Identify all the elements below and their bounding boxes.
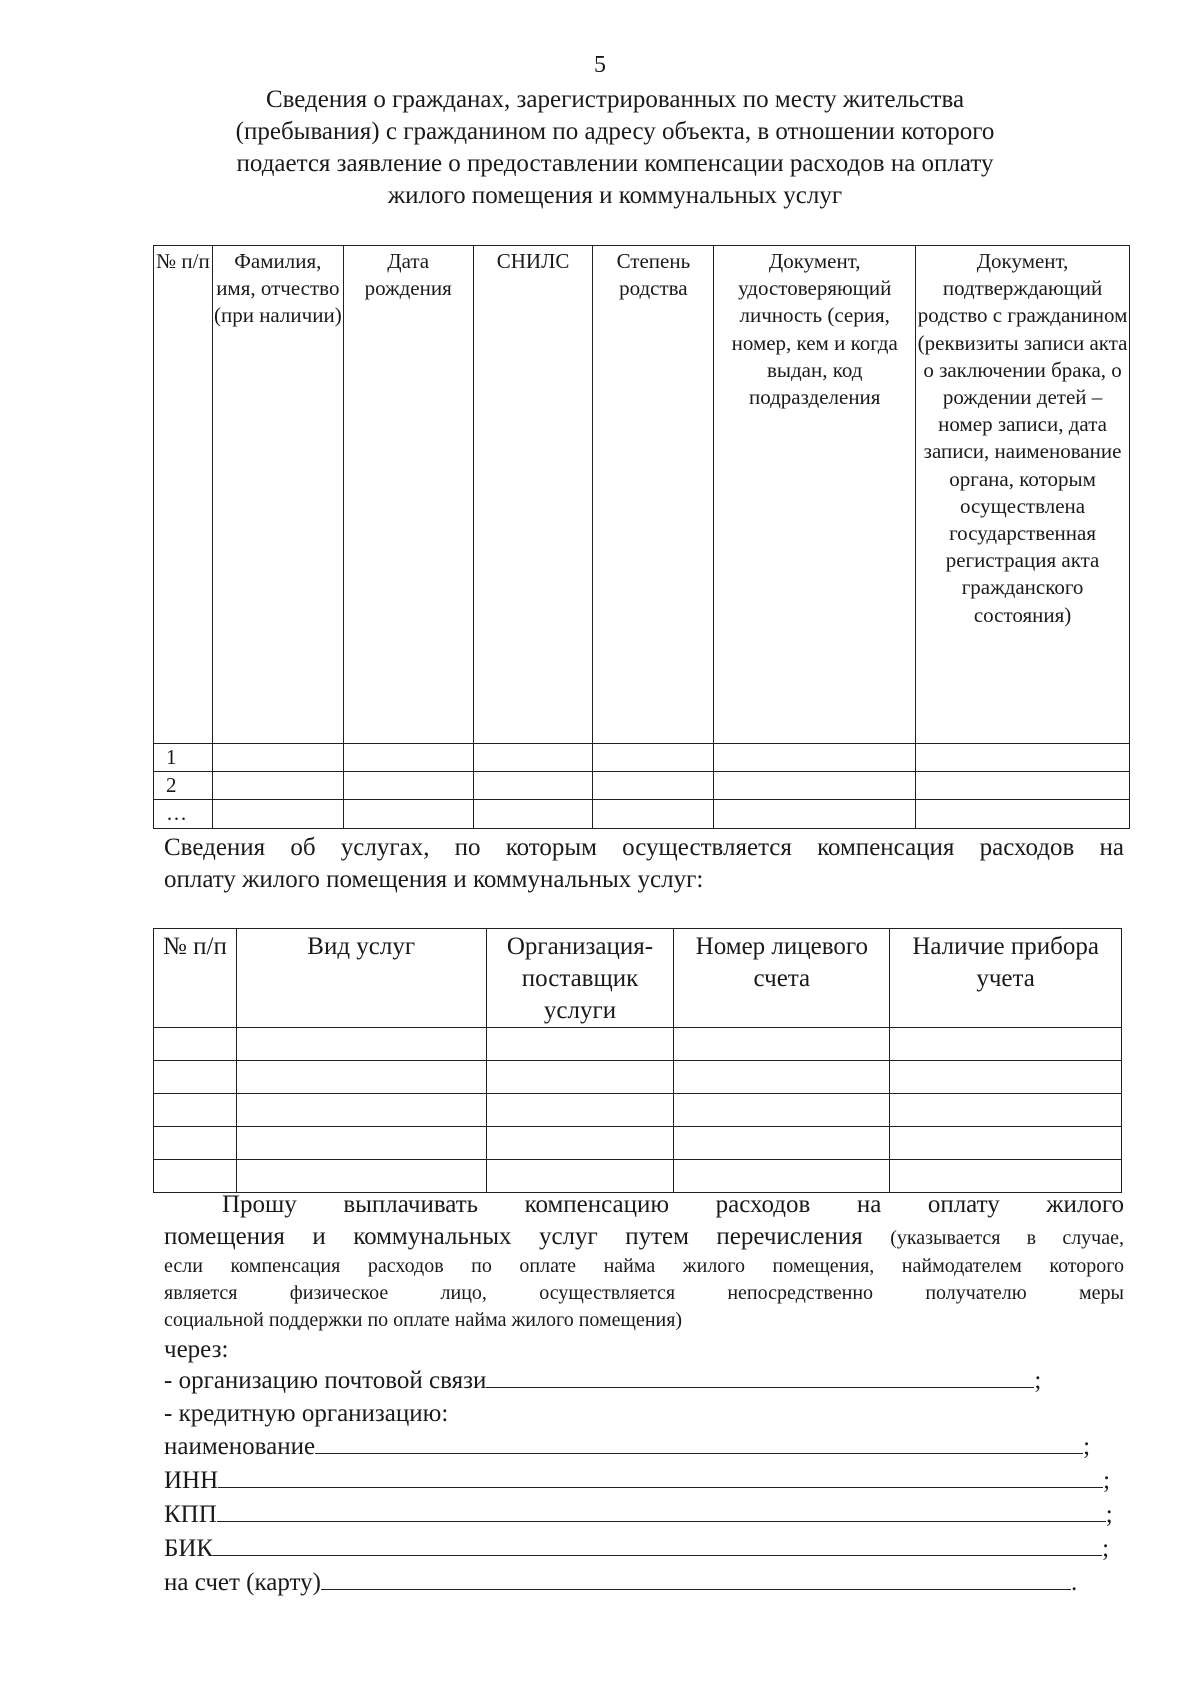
table-cell[interactable]: [236, 1160, 486, 1193]
services-table: [153, 928, 1122, 1193]
table-cell[interactable]: [674, 1127, 890, 1160]
payment-note-line: если компенсация расходов по оплате найма жилого помещения, наймодателем которого: [164, 1255, 1124, 1277]
column-header: Документ, подтверждающий родство с гражданином (реквизиты записи акта о заключении брака, о рождении детей – номер записи, дата записи, наименование органа, которым осуществлена государственная регистрация акта гражданского состояния): [916, 246, 1130, 744]
title-line: подается заявление о предоставлении компенсации расходов на оплату: [236, 150, 994, 177]
bik-label: БИК: [164, 1535, 214, 1562]
table-cell[interactable]: [593, 744, 714, 772]
row-number: 2: [154, 772, 213, 800]
table-row: [154, 1094, 1122, 1127]
table-header-row: [154, 929, 1122, 1028]
payment-note: (указывается в случае,: [890, 1227, 1124, 1249]
punctuation: ;: [1103, 1467, 1111, 1494]
table-cell[interactable]: [236, 1028, 486, 1061]
column-header: Номер лицевого счета: [674, 929, 890, 1028]
table-cell[interactable]: [212, 744, 343, 772]
payment-note-line: является физическое лицо, осуществляется непосредственно получателю меры: [164, 1282, 1124, 1304]
services-intro-line: оплату жилого помещения и коммунальных услуг:: [164, 866, 704, 893]
table-cell[interactable]: [890, 1028, 1122, 1061]
payment-note-line: социальной поддержки по оплате найма жилого помещения): [164, 1309, 683, 1331]
bank-name-row: [164, 1431, 1090, 1463]
table-cell[interactable]: [674, 1028, 890, 1061]
table-row: [154, 800, 1130, 828]
row-number: 1: [154, 744, 213, 772]
kpp-field[interactable]: [217, 1499, 1106, 1522]
title-line: Сведения о гражданах, зарегистрированных по месту жительства: [265, 86, 965, 113]
table-cell[interactable]: [674, 1094, 890, 1127]
punctuation: ;: [1034, 1367, 1042, 1394]
column-header: СНИЛС: [473, 246, 593, 744]
account-field[interactable]: [321, 1567, 1071, 1590]
kpp-label: КПП: [164, 1501, 217, 1528]
table-cell[interactable]: [473, 800, 593, 828]
title-line: жилого помещения и коммунальных услуг: [387, 182, 843, 209]
payment-line: [164, 1221, 1124, 1253]
services-intro-line: Сведения об услугах, по которым осуществляется компенсация расходов на: [164, 834, 1124, 861]
table-cell[interactable]: [486, 1028, 674, 1061]
table-cell[interactable]: [486, 1160, 674, 1193]
table-cell[interactable]: [486, 1094, 674, 1127]
column-header: Дата рождения: [343, 246, 473, 744]
bank-name-label: наименование: [164, 1433, 316, 1460]
payment-line-main: помещения и коммунальных услуг путем перечисления: [164, 1223, 863, 1250]
table-cell[interactable]: [236, 1127, 486, 1160]
table-cell[interactable]: [714, 772, 916, 800]
table-cell[interactable]: [890, 1094, 1122, 1127]
table-cell[interactable]: [890, 1127, 1122, 1160]
table-cell[interactable]: [154, 1061, 237, 1094]
table-cell[interactable]: [154, 1094, 237, 1127]
table-header-row: [154, 246, 1130, 744]
column-header: № п/п: [154, 246, 213, 744]
services-intro: [164, 832, 1124, 896]
punctuation: ;: [1083, 1433, 1091, 1460]
table-cell[interactable]: [593, 800, 714, 828]
bik-row: [164, 1533, 1109, 1565]
table-cell[interactable]: [593, 772, 714, 800]
account-row: [164, 1567, 1077, 1599]
table-cell[interactable]: [212, 800, 343, 828]
table-cell[interactable]: [343, 744, 473, 772]
table-row: [154, 1160, 1122, 1193]
table-cell[interactable]: [154, 1160, 237, 1193]
column-header: Документ, удостоверяющий личность (серия, номер, кем и когда выдан, код подразделения: [714, 246, 916, 744]
table-cell[interactable]: [473, 744, 593, 772]
payment-line: Прошу выплачивать компенсацию расходов на оплату жилого: [222, 1191, 1124, 1218]
column-header: Организация-поставщик услуги: [486, 929, 674, 1028]
punctuation: ;: [1102, 1535, 1110, 1562]
page-number: 5: [594, 52, 606, 78]
column-header: Наличие прибора учета: [890, 929, 1122, 1028]
page-title: [190, 84, 1040, 212]
table-cell[interactable]: [343, 772, 473, 800]
table-cell[interactable]: [916, 744, 1130, 772]
table-row: [154, 772, 1130, 800]
punctuation: ;: [1105, 1501, 1113, 1528]
table-cell[interactable]: [674, 1061, 890, 1094]
citizens-table: [153, 245, 1130, 829]
table-cell[interactable]: [343, 800, 473, 828]
column-header: № п/п: [154, 929, 237, 1028]
table-row: [154, 744, 1130, 772]
postal-field[interactable]: [486, 1365, 1034, 1388]
account-label: на счет (карту): [164, 1569, 321, 1596]
kpp-row: [164, 1499, 1113, 1531]
table-cell[interactable]: [486, 1061, 674, 1094]
inn-field[interactable]: [218, 1465, 1103, 1488]
inn-label: ИНН: [164, 1467, 219, 1494]
table-cell[interactable]: [154, 1028, 237, 1061]
table-cell[interactable]: [154, 1127, 237, 1160]
row-number: …: [154, 800, 213, 828]
title-line: (пребывания) с гражданином по адресу объекта, в отношении которого: [235, 118, 995, 145]
table-cell[interactable]: [212, 772, 343, 800]
table-cell[interactable]: [473, 772, 593, 800]
table-cell[interactable]: [890, 1160, 1122, 1193]
postal-row: [164, 1365, 1041, 1397]
inn-row: [164, 1465, 1110, 1497]
table-cell[interactable]: [236, 1061, 486, 1094]
table-row: [154, 1127, 1122, 1160]
payment-request: [164, 1189, 1124, 1366]
table-cell[interactable]: [890, 1061, 1122, 1094]
table-cell[interactable]: [714, 744, 916, 772]
bank-name-field[interactable]: [315, 1431, 1083, 1454]
via-label: через:: [164, 1336, 229, 1363]
table-cell[interactable]: [674, 1160, 890, 1193]
punctuation: .: [1070, 1569, 1078, 1596]
column-header: Степень родства: [593, 246, 714, 744]
table-cell[interactable]: [236, 1094, 486, 1127]
table-cell[interactable]: [916, 800, 1130, 828]
table-row: [154, 1061, 1122, 1094]
table-cell[interactable]: [486, 1127, 674, 1160]
bik-field[interactable]: [213, 1533, 1102, 1556]
table-cell[interactable]: [916, 772, 1130, 800]
postal-label: - организацию почтовой связи: [164, 1367, 487, 1394]
column-header: Вид услуг: [236, 929, 486, 1028]
credit-org-label: - кредитную организацию:: [164, 1400, 449, 1427]
table-row: [154, 1028, 1122, 1061]
column-header: Фамилия, имя, отчество (при наличии): [212, 246, 343, 744]
table-cell[interactable]: [714, 800, 916, 828]
